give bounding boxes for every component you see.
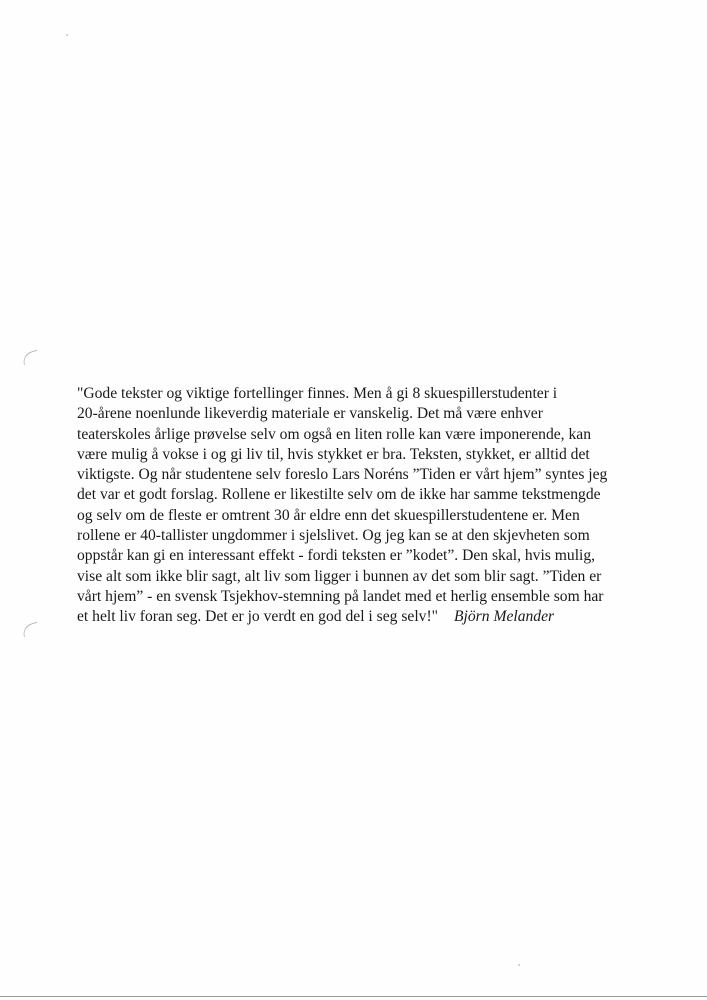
- quote-line: "Gode tekster og viktige fortellinger finnes. Men å gi 8 skuespillerstudenter i: [77, 385, 558, 402]
- scan-bottom-edge: [0, 996, 707, 997]
- quote-line: 20-årene noenlunde likeverdig materiale er vanskelig. Det må være enhver: [77, 405, 543, 423]
- quote-line: viktigste. Og når studentene selv foreslo Lars Noréns ”Tiden er vårt hjem” syntes jeg: [77, 466, 608, 484]
- quote-line: vårt hjem” - en svensk Tsjekhov-stemning på landet med et herlig ensemble som har: [77, 587, 604, 605]
- scan-speck: [66, 34, 68, 36]
- binder-hole-mark-bottom: [21, 622, 41, 638]
- quote-line: være mulig å vokse i og gi liv til, hvis stykket er bra. Teksten, stykket, er alltid det: [77, 445, 590, 463]
- quote-line: og selv om de fleste er omtrent 30 år eldre enn det skuespillerstudentene er. Men: [77, 506, 580, 524]
- signature: Björn Melander: [454, 608, 555, 626]
- quote-last-line: [77, 607, 637, 627]
- quote-line: vise alt som ikke blir sagt, alt liv som ligger i bunnen av det som blir sagt. ”Tiden er: [77, 567, 602, 585]
- quote-line: teaterskoles årlige prøvelse selv om også en liten rolle kan være imponerende, kan: [77, 425, 591, 443]
- quote-line: oppstår kan gi en interessant effekt - fordi teksten er ”kodet”. Den skal, hvis mulig,: [77, 547, 596, 565]
- quote-paragraph: [77, 384, 637, 628]
- quote-line: et helt liv foran seg. Det er jo verdt en god del i seg selv!": [77, 608, 439, 626]
- binder-hole-mark-top: [21, 350, 41, 366]
- quote-line: det var et godt forslag. Rollene er likestilte selv om de ikke har samme tekstmengde: [77, 486, 601, 504]
- scan-speck: [518, 964, 520, 966]
- quote-line: rollene er 40-tallister ungdommer i sjelslivet. Og jeg kan se at den skjevheten som: [77, 527, 590, 545]
